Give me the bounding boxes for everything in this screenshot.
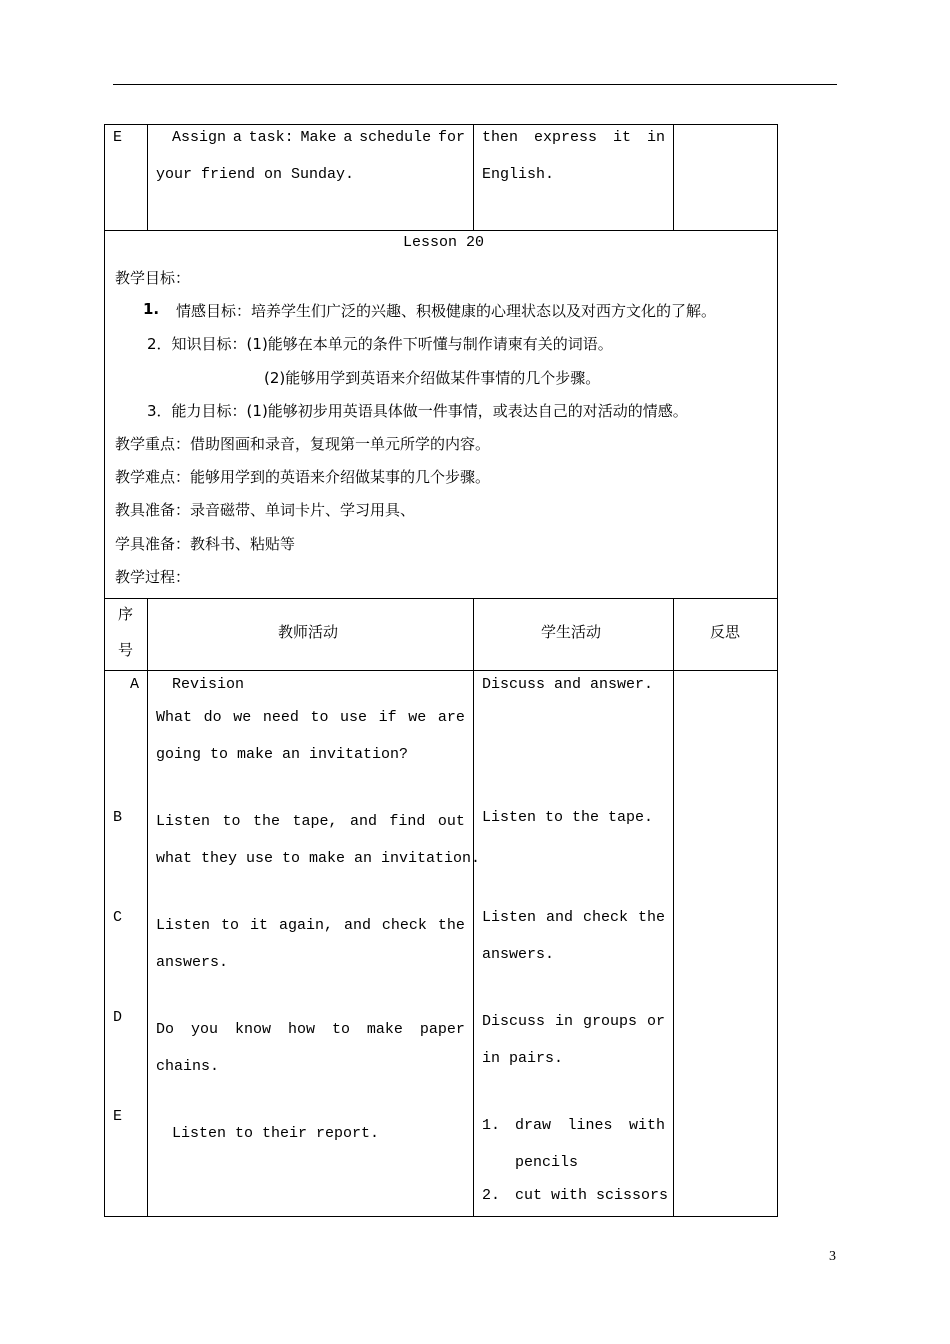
goal-number: 1. (143, 300, 160, 318)
teacher-activity: going to make an invitation? (156, 746, 409, 763)
goal-knowledge-2: (2)能够用学到英语来介绍做某件事情的几个步骤。 (264, 369, 601, 387)
header-rule (113, 84, 837, 85)
goal-ability: 3．能力目标：(1)能够初步用英语具体做一件事情，或表达自己的对活动的情感。 (147, 402, 688, 420)
student-activity: Discuss in groups or (482, 1013, 665, 1030)
student-activity: answers. (482, 946, 555, 963)
teacher-line: your friend on Sunday. (156, 166, 355, 183)
step-label: A (130, 676, 140, 693)
step-label: B (113, 809, 123, 826)
list-number: 2. (482, 1187, 501, 1204)
step-label: D (113, 1009, 123, 1026)
list-number: 1. (482, 1117, 501, 1134)
difficulties: 教学难点：能够用学到的英语来介绍做某事的几个步骤。 (115, 468, 491, 486)
student-activity: cut with scissors (515, 1187, 669, 1204)
student-activity: pencils (515, 1154, 579, 1171)
student-activity: Listen to the tape. (482, 809, 654, 826)
student-materials: 学具准备：教科书、粘贴等 (115, 535, 296, 553)
step-label: E (113, 1108, 123, 1125)
header-seq: 号 (118, 641, 134, 659)
goal-affective: 情感目标：培养学生们广泛的兴趣、积极健康的心理状态以及对西方文化的了解。 (176, 302, 717, 320)
teacher-activity: Listen to their report. (172, 1125, 380, 1142)
teacher-activity: Listen to it again, and check the (156, 917, 465, 934)
header-seq: 序 (118, 605, 134, 623)
teacher-materials: 教具准备：录音磁带、单词卡片、学习用具、 (115, 501, 416, 519)
teacher-activity: What do we need to use if we are (156, 709, 465, 726)
objectives-heading: 教学目标： (115, 269, 191, 287)
step-label: C (113, 909, 123, 926)
page-number: 3 (829, 1249, 836, 1264)
student-activity: Discuss and answer. (482, 676, 654, 693)
lesson-title: Lesson 20 (403, 234, 485, 251)
header-student: 学生活动 (541, 623, 602, 641)
teacher-activity: Revision (172, 676, 245, 693)
teacher-activity: Do you know how to make paper (156, 1021, 465, 1038)
teacher-activity: what they use to make an invitation. (156, 850, 481, 867)
student-activity: Listen and check the (482, 909, 665, 926)
goal-knowledge: 2．知识目标：(1)能够在本单元的条件下听懂与制作请柬有关的词语。 (147, 335, 613, 353)
teacher-activity: answers. (156, 954, 229, 971)
student-line: then express it in (482, 129, 665, 146)
student-activity: draw lines with (515, 1117, 665, 1134)
teacher-line: Assign a task: Make a schedule for (172, 129, 465, 146)
row-label: E (113, 129, 123, 146)
student-activity: in pairs. (482, 1050, 564, 1067)
header-teacher: 教师活动 (278, 623, 339, 641)
teacher-activity: chains. (156, 1058, 220, 1075)
header-reflection: 反思 (710, 623, 741, 641)
process-heading: 教学过程： (115, 568, 191, 586)
key-points: 教学重点：借助图画和录音，复现第一单元所学的内容。 (115, 435, 491, 453)
student-line: English. (482, 166, 555, 183)
teacher-activity: Listen to the tape, and find out (156, 813, 465, 830)
